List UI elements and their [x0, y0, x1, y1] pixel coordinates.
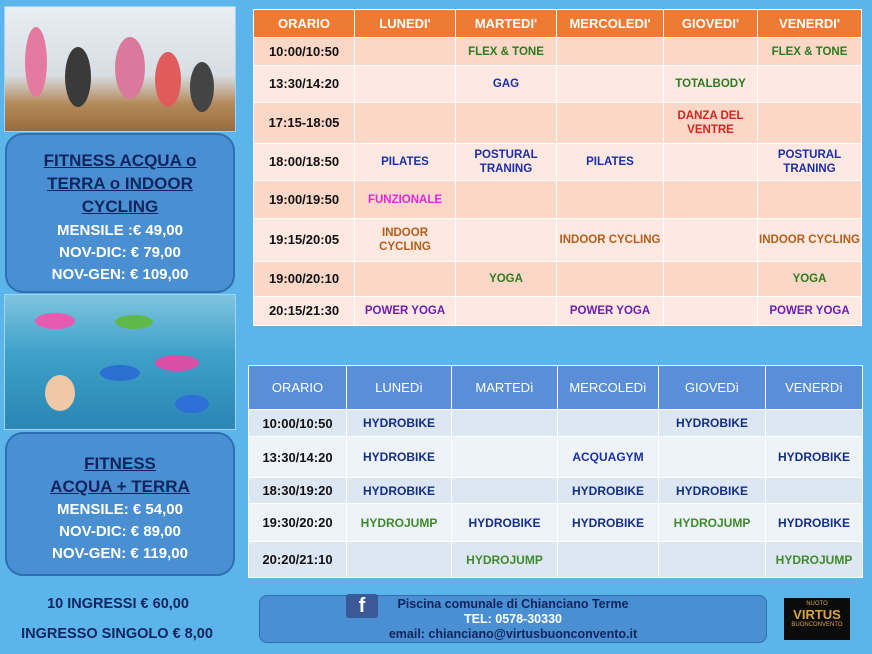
price-nov-dic: NOV-DIC: € 79,00: [59, 244, 181, 261]
price-box-fitness-water-land: [5, 432, 235, 576]
time-slot: 19:00/19:50: [254, 181, 355, 219]
time-slot: 10:00/10:50: [254, 38, 355, 66]
table-row: [254, 219, 862, 262]
class-cell: HYDROJUMP: [452, 542, 558, 578]
logo-name: VIRTUS: [793, 607, 841, 622]
class-cell: YOGA: [456, 262, 557, 297]
empty-cell: [558, 542, 659, 578]
time-slot: 19:00/20:10: [254, 262, 355, 297]
table-row: [254, 103, 862, 144]
table-row: [254, 181, 862, 219]
column-header-day: LUNEDì: [347, 366, 452, 410]
time-slot: 13:30/14:20: [254, 66, 355, 103]
empty-cell: [659, 542, 766, 578]
virtus-logo: [784, 598, 850, 640]
class-cell: HYDROBIKE: [347, 410, 452, 437]
time-slot: 10:00/10:50: [249, 410, 347, 437]
empty-cell: [664, 262, 758, 297]
class-cell: INDOOR CYCLING: [758, 219, 862, 262]
class-cell: FLEX & TONE: [456, 38, 557, 66]
empty-cell: [664, 181, 758, 219]
time-slot: 19:15/20:05: [254, 219, 355, 262]
column-header-day: VENERDI': [758, 10, 862, 38]
empty-cell: [452, 410, 558, 437]
empty-cell: [659, 437, 766, 478]
class-cell: POWER YOGA: [557, 297, 664, 326]
time-slot: 20:20/21:10: [249, 542, 347, 578]
price-title-line: TERRA o INDOOR: [47, 174, 193, 193]
schedule-water-table: [248, 365, 863, 578]
time-slot: 20:15/21:30: [254, 297, 355, 326]
class-cell: HYDROJUMP: [347, 504, 452, 542]
class-cell: INDOOR CYCLING: [557, 219, 664, 262]
price-nov-dic: NOV-DIC: € 89,00: [59, 523, 181, 540]
class-cell: INDOOR CYCLING: [355, 219, 456, 262]
class-cell: HYDROBIKE: [766, 504, 863, 542]
empty-cell: [664, 219, 758, 262]
class-cell: HYDROBIKE: [347, 478, 452, 504]
price-single-entry: INGRESSO SINGOLO € 8,00: [21, 626, 213, 642]
empty-cell: [456, 219, 557, 262]
class-cell: ACQUAGYM: [558, 437, 659, 478]
class-cell: HYDROJUMP: [766, 542, 863, 578]
table-row: [249, 410, 863, 437]
time-slot: 19:30/20:20: [249, 504, 347, 542]
aqua-fitness-photo: [4, 294, 236, 430]
time-slot: 18:30/19:20: [249, 478, 347, 504]
logo-top-text: NUOTO: [806, 601, 828, 607]
empty-cell: [558, 410, 659, 437]
class-cell: GAG: [456, 66, 557, 103]
price-title-line: ACQUA + TERRA: [50, 477, 190, 496]
empty-cell: [452, 437, 558, 478]
pool-name: Piscina comunale di Chianciano Terme: [397, 597, 629, 611]
column-header-day: MERCOLEDì: [558, 366, 659, 410]
class-cell: HYDROBIKE: [558, 478, 659, 504]
class-cell: HYDROBIKE: [347, 437, 452, 478]
empty-cell: [758, 181, 862, 219]
column-header-day: GIOVEDI': [664, 10, 758, 38]
empty-cell: [355, 262, 456, 297]
column-header-day: MERCOLEDI': [557, 10, 664, 38]
empty-cell: [766, 410, 863, 437]
price-title-line: FITNESS ACQUA o: [43, 151, 197, 170]
price-10-entries: 10 INGRESSI € 60,00: [47, 596, 189, 612]
class-cell: POWER YOGA: [758, 297, 862, 326]
time-slot: 17:15-18:05: [254, 103, 355, 144]
class-cell: HYDROBIKE: [558, 504, 659, 542]
empty-cell: [664, 297, 758, 326]
empty-cell: [557, 103, 664, 144]
schedule-land-table: [253, 9, 862, 326]
class-cell: YOGA: [758, 262, 862, 297]
class-cell: POSTURAL TRANING: [758, 144, 862, 181]
class-cell: HYDROBIKE: [659, 410, 766, 437]
column-header-time: ORARIO: [249, 366, 347, 410]
column-header-day: GIOVEDì: [659, 366, 766, 410]
class-cell: DANZA DEL VENTRE: [664, 103, 758, 144]
empty-cell: [766, 478, 863, 504]
empty-cell: [557, 66, 664, 103]
class-cell: HYDROBIKE: [659, 478, 766, 504]
column-header-day: LUNEDI': [355, 10, 456, 38]
table-row: [254, 262, 862, 297]
price-box-fitness-land: [5, 133, 235, 293]
column-header-day: VENERDì: [766, 366, 863, 410]
email-address[interactable]: email: chianciano@virtusbuonconvento.it: [388, 627, 638, 641]
column-header-day: MARTEDI': [456, 10, 557, 38]
facebook-icon[interactable]: f: [346, 594, 378, 618]
empty-cell: [664, 144, 758, 181]
empty-cell: [347, 542, 452, 578]
empty-cell: [557, 38, 664, 66]
empty-cell: [557, 262, 664, 297]
table-row: [249, 478, 863, 504]
table-row: [254, 144, 862, 181]
class-cell: POSTURAL TRANING: [456, 144, 557, 181]
class-cell: HYDROJUMP: [659, 504, 766, 542]
table-row: [249, 542, 863, 578]
empty-cell: [456, 181, 557, 219]
phone-number: TEL: 0578-30330: [464, 612, 562, 626]
class-cell: PILATES: [557, 144, 664, 181]
table-row: [249, 437, 863, 478]
class-cell: HYDROBIKE: [766, 437, 863, 478]
class-cell: FUNZIONALE: [355, 181, 456, 219]
class-cell: POWER YOGA: [355, 297, 456, 326]
empty-cell: [557, 181, 664, 219]
contact-box: [259, 595, 767, 643]
empty-cell: [355, 66, 456, 103]
time-slot: 13:30/14:20: [249, 437, 347, 478]
empty-cell: [355, 38, 456, 66]
class-cell: PILATES: [355, 144, 456, 181]
empty-cell: [758, 103, 862, 144]
empty-cell: [355, 103, 456, 144]
column-header-day: MARTEDì: [452, 366, 558, 410]
price-title-line: CYCLING: [81, 197, 159, 216]
class-cell: HYDROBIKE: [452, 504, 558, 542]
table-row: [254, 66, 862, 103]
table-row: [254, 38, 862, 66]
empty-cell: [456, 297, 557, 326]
class-cell: TOTALBODY: [664, 66, 758, 103]
price-monthly: MENSILE :€ 49,00: [57, 222, 183, 239]
empty-cell: [452, 478, 558, 504]
fitness-class-photo: [4, 6, 236, 132]
table-row: [254, 297, 862, 326]
empty-cell: [758, 66, 862, 103]
time-slot: 18:00/18:50: [254, 144, 355, 181]
price-nov-gen: NOV-GEN: € 109,00: [51, 266, 189, 283]
empty-cell: [664, 38, 758, 66]
empty-cell: [456, 103, 557, 144]
price-monthly: MENSILE: € 54,00: [57, 501, 183, 518]
class-cell: FLEX & TONE: [758, 38, 862, 66]
price-nov-gen: NOV-GEN: € 119,00: [52, 545, 188, 562]
logo-bottom-text: BUONCONVENTO: [791, 622, 843, 628]
table-row: [249, 504, 863, 542]
price-title-line: FITNESS: [84, 454, 156, 473]
column-header-time: ORARIO: [254, 10, 355, 38]
